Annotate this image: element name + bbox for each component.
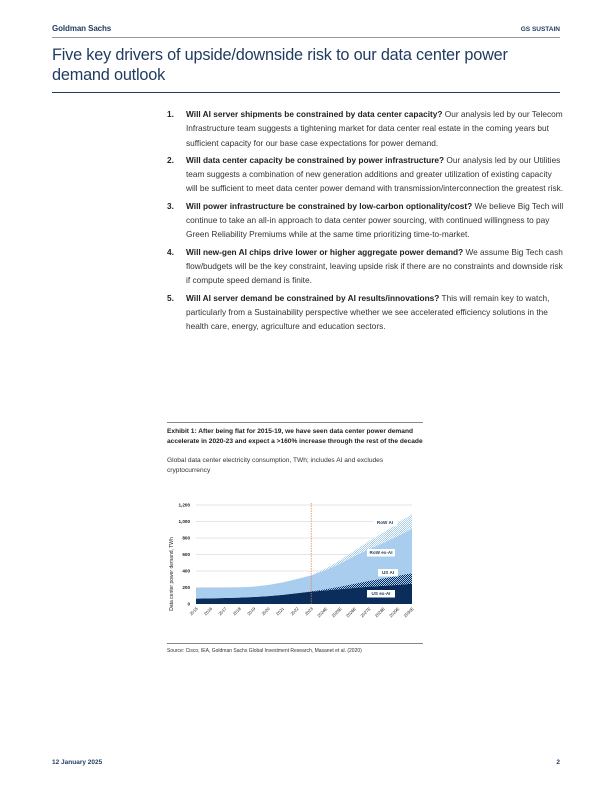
y-axis [179,503,191,607]
svg-text:800: 800 [182,535,190,541]
svg-text:200: 200 [182,585,190,591]
page-title: Five key drivers of upside/downside risk to our data center power demand outlook [52,46,508,84]
exhibit-subtitle: Global data center electricity consumption, TWh; includes AI and excludes cryptocurrency [167,457,384,474]
svg-text:400: 400 [182,568,190,574]
svg-text:US ex-AI: US ex-AI [371,591,391,596]
item-question: Will AI server shipments be constrained by data center capacity? [186,109,443,119]
item-number: 4. [167,246,174,257]
svg-text:2022: 2022 [289,606,300,617]
stacked-area-chart [163,496,425,631]
brand-name: Goldman Sachs [52,24,112,33]
svg-text:2026E: 2026E [345,606,358,619]
svg-text:1,000: 1,000 [178,519,190,525]
item-number: 1. [167,109,174,119]
svg-text:2030E: 2030E [402,606,415,619]
item-number: 5. [167,292,174,303]
item-question: Will power infrastructure be constrained by low-carbon optionality/cost? [186,200,473,211]
svg-text:1,200: 1,200 [178,502,190,508]
item-text: Our analysis led by our Utilities team suggests a combination of new generation additions and greater utilization of existing capacity will be sufficient to meet data center power demand with transmission/interconnection the greatest risk. [186,154,564,194]
item-question: Will AI server demand be constrained by AI results/innovations? [186,292,440,303]
exhibit-source: Source: Cisco, IEA, Goldman Sachs Global Investment Research, Masanet et al. (2020) [167,648,362,654]
risk-drivers-list [167,107,565,336]
svg-text:2024E: 2024E [316,606,329,619]
list-item [167,291,565,334]
exhibit-top-divider [167,422,423,423]
svg-text:600: 600 [182,552,190,558]
y-axis-label: Data center power demand, TWh [169,537,175,611]
svg-text:2025E: 2025E [330,606,343,619]
svg-text:2018: 2018 [231,606,242,617]
svg-text:2023: 2023 [303,606,314,617]
item-question: Will new-gen AI chips drive lower or higher aggregate power demand? [186,246,464,257]
section-label: GS SUSTAIN [520,26,560,33]
exhibit-title: Exhibit 1: After being flat for 2015-19, we have seen data center power demand accelerate in 2020-23 and expect a >160% increase through the rest of the decade [167,428,423,445]
item-number: 3. [167,200,174,211]
page-number: 2 [556,759,560,766]
svg-text:2021: 2021 [274,606,286,617]
item-number: 2. [167,154,174,165]
source-divider [167,643,423,644]
svg-text:2029E: 2029E [388,606,401,619]
list-item [167,153,565,196]
svg-text:0: 0 [187,601,190,607]
item-text: We believe Big Tech will continue to take an all-in approach to data center power sourcing, with continued willingness to pay Green Reliability Premiums while at the same time prioritizing time-to-market. [186,200,564,240]
item-question: Will data center capacity be constrained by power infrastructure? [186,154,445,165]
list-item [167,245,565,288]
item-text: We assume Big Tech cash flow/budgets will be the key constraint, leaving upside risk if there are no constraints and downside risk if compute speed demand is finite. [186,246,563,286]
svg-text:2015: 2015 [188,606,199,617]
report-date: 12 January 2025 [52,759,103,766]
header-divider [52,37,560,38]
svg-text:2019: 2019 [246,606,257,617]
svg-text:2028E: 2028E [373,606,386,619]
svg-text:2020: 2020 [260,606,271,617]
item-text: This will remain key to watch, particularly from a Sustainability perspective whether we see accelerated efficiency solutions in the health care, energy, agriculture and education sectors. [186,292,550,332]
list-item [167,107,565,150]
svg-text:US AI: US AI [381,570,395,575]
x-axis [189,606,415,619]
list-item [167,199,565,242]
svg-text:RoW ex-AI: RoW ex-AI [369,550,393,555]
svg-text:2027E: 2027E [359,606,372,619]
title-divider [52,92,560,93]
svg-text:2017: 2017 [217,606,228,617]
item-text: Our analysis led by our Telecom Infrastructure team suggests a tightening market for data center real estate in the coming years but sufficient capacity for our base case expectations for power demand. [186,109,563,148]
svg-text:2016: 2016 [202,606,214,617]
svg-text:RoW AI: RoW AI [376,520,394,525]
